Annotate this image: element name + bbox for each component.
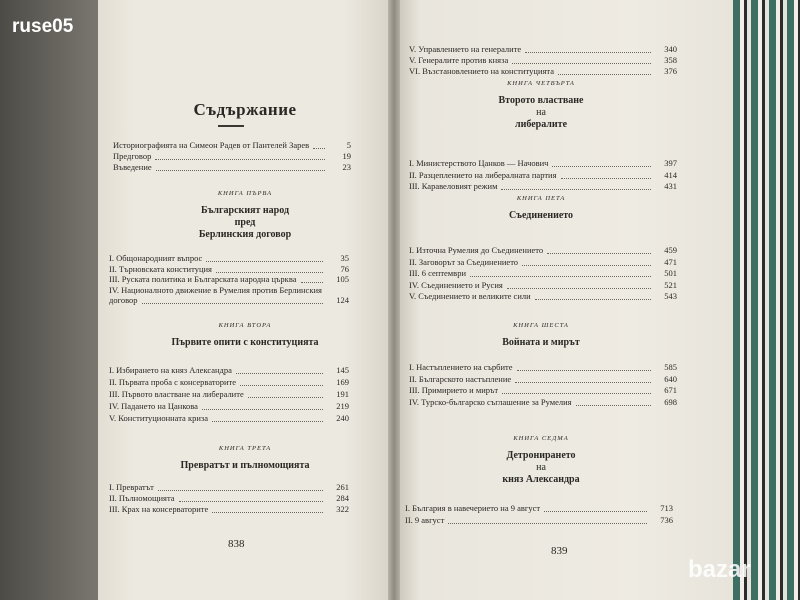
book3-title-line: Превратът и пълномощията [180, 460, 310, 471]
background-left [0, 0, 98, 600]
book1-entry [109, 253, 349, 263]
entry-page-number: 219 [336, 401, 349, 411]
leader-dots [552, 158, 651, 167]
leader-dots [576, 397, 651, 406]
entry-label: V. Съединението и великите сили [409, 291, 531, 301]
book2-title-line: Първите опити с конституцията [171, 337, 319, 348]
leader-dots [236, 365, 323, 374]
entry-page-number: 376 [664, 66, 677, 76]
front-entry [113, 140, 351, 150]
book5-entry [409, 245, 677, 255]
leader-dots [525, 44, 651, 53]
front-entry [113, 151, 351, 161]
book3-entry [109, 493, 349, 503]
leader-dots [158, 482, 323, 491]
leader-dots [240, 377, 323, 386]
page-number-left: 838 [228, 538, 245, 550]
leader-dots [501, 181, 651, 190]
entry-label: II. Търновската конституция [109, 263, 212, 274]
entry-page-number: 105 [336, 274, 349, 284]
book7-title-line: на [536, 462, 546, 473]
entry-label: II. Българското настъпление [409, 373, 512, 384]
entry-label: III. Руската политика и Българската народна църква [109, 274, 297, 284]
entry-page-number: 543 [664, 291, 677, 301]
book1-title-line: Българският народ [200, 205, 290, 216]
entry-page-number: 124 [336, 295, 349, 305]
book5-entry [409, 268, 677, 278]
leader-dots [544, 503, 647, 512]
leader-dots [313, 140, 325, 149]
entry-label: договор [109, 295, 138, 305]
leader-dots [502, 385, 651, 394]
entry-label: Въведение [113, 162, 152, 172]
entry-label: I. Източна Румелия до Съединението [409, 245, 544, 255]
watermark-text: ruse05 [12, 16, 74, 37]
leader-dots [515, 374, 651, 383]
book4-title-line: Второто властване [498, 95, 584, 106]
entry-page-number: 640 [664, 373, 677, 384]
leader-dots [507, 280, 651, 289]
leader-dots [206, 253, 323, 262]
entry-page-number: 322 [336, 504, 349, 514]
book1-title-line: пред [234, 217, 256, 228]
entry-page-number: 713 [660, 503, 673, 513]
book6-entry [409, 374, 677, 384]
entry-label: I. България в навечерието на 9 август [405, 503, 541, 513]
book6-title-line: Войната и мирът [502, 337, 580, 348]
book4-title-line: на [536, 107, 546, 118]
entry-page-number: 76 [340, 263, 349, 274]
entry-page-number: 169 [336, 377, 349, 387]
book2-entry [109, 413, 349, 423]
title-underline [218, 125, 244, 127]
leader-dots [517, 362, 651, 371]
entry-page-number: 671 [664, 385, 677, 395]
entry-page-number: 585 [664, 362, 677, 372]
book7-title-line: княз Александра [502, 474, 580, 485]
book1-entry [109, 295, 349, 305]
entry-page-number: 35 [340, 253, 349, 263]
entry-label: III. 6 септември [409, 268, 466, 278]
entry-page-number: 459 [664, 245, 677, 255]
entry-label: III. Крах на консерваторите [109, 504, 209, 514]
book1-label: КНИГА ПЪРВА [217, 190, 273, 197]
book4-title-line: либералите [514, 119, 568, 130]
entry-label: I. Превратът [109, 482, 154, 492]
leader-dots [248, 389, 323, 398]
book4-entry [409, 181, 677, 191]
book6-label: КНИГА ШЕСТА [513, 322, 569, 329]
leader-dots [470, 268, 651, 277]
entry-label: III. Първото властване на либералите [109, 389, 244, 399]
leader-dots [202, 401, 323, 410]
book4-label: КНИГА ЧЕТВЪРТА [507, 80, 575, 87]
book3-label: КНИГА ТРЕТА [218, 445, 272, 452]
leader-dots [535, 291, 651, 300]
entry-label: I. Избирането на княз Александра [109, 365, 232, 375]
entry-page-number: 145 [336, 365, 349, 375]
entry-page-number: 736 [660, 515, 673, 525]
entry-page-number: 414 [664, 169, 677, 180]
entry-page-number: 340 [664, 44, 677, 54]
entry-label: II. Първата проба с консерваторите [109, 377, 237, 387]
book3-entry [109, 482, 349, 492]
book6-entry [409, 397, 677, 407]
leader-dots [216, 264, 323, 273]
front-entry [113, 162, 351, 172]
book2-entry [109, 389, 349, 399]
entry-page-number: 698 [664, 396, 677, 407]
book2-entry [109, 365, 349, 375]
book1-entry [109, 264, 349, 274]
leader-dots [448, 515, 647, 524]
entry-label: I. Общонародният въпрос [109, 253, 203, 263]
entry-page-number: 358 [664, 55, 677, 65]
entry-page-number: 19 [342, 151, 351, 161]
entry-page-number: 240 [336, 413, 349, 423]
entry-label: II. Пълномощията [109, 493, 175, 503]
watermark-logo: bazar [688, 556, 751, 583]
leader-dots [155, 151, 325, 160]
book5-title-line: Съединението [508, 210, 574, 221]
book7-label: КНИГА СЕДМА [513, 435, 569, 442]
entry-label: Историографията на Симеон Радев от Пантелей Зарев [113, 140, 310, 150]
leader-dots [512, 55, 651, 64]
entry-page-number: 431 [664, 181, 677, 191]
entry-page-number: 521 [664, 279, 677, 290]
leader-dots [561, 170, 651, 179]
leader-dots [179, 493, 323, 502]
entry-label: IV. Националното движение в Румелия против Берлинския [109, 284, 322, 295]
entry-label: IV. Падането на Цанкова [109, 401, 198, 411]
entry-label: I. Настъплението на сърбите [409, 362, 513, 372]
entry-page-number: 261 [336, 482, 349, 492]
book-gutter [388, 0, 400, 600]
entry-label: V. Генералите против княза [409, 55, 509, 65]
top-entry [409, 44, 677, 54]
top-entry [409, 66, 677, 76]
entry-label: V. Конституционната криза [109, 413, 208, 423]
entry-page-number: 471 [664, 256, 677, 267]
leader-dots [142, 295, 323, 304]
book7-title-line: Детронирането [506, 450, 576, 461]
entry-label: III. Каравеловият режим [409, 181, 498, 191]
book4-entry [409, 158, 677, 168]
book7-entry [405, 503, 673, 513]
leader-dots [547, 245, 651, 254]
entry-label: II. 9 август [405, 515, 445, 525]
book1-entry [109, 285, 349, 295]
book5-entry [409, 291, 677, 301]
leader-dots [212, 504, 323, 513]
book7-entry [405, 515, 673, 525]
entry-label: IV. Съединението и Русия [409, 279, 503, 290]
book1-entry [109, 274, 349, 284]
book1-title-line: Берлинския договор [198, 229, 292, 240]
book6-entry [409, 362, 677, 372]
leader-dots [212, 413, 323, 422]
page-number-right: 839 [551, 545, 568, 557]
entry-page-number: 5 [346, 140, 351, 150]
book4-entry [409, 170, 677, 180]
book2-label: КНИГА ВТОРА [218, 322, 272, 329]
entry-label: II. Заговорът за Съединението [409, 256, 519, 267]
entry-label: Предговор [113, 151, 152, 161]
book5-label: КНИГА ПЕТА [516, 195, 566, 202]
entry-label: V. Управлението на генералите [409, 44, 522, 54]
entry-page-number: 501 [664, 268, 677, 278]
book3-entry [109, 504, 349, 514]
entry-page-number: 397 [664, 158, 677, 168]
entry-page-number: 191 [336, 389, 349, 399]
leader-dots [301, 274, 324, 283]
book2-entry [109, 377, 349, 387]
entry-label: IV. Турско-българско съглашение за Румелия [409, 396, 572, 407]
book2-entry [109, 401, 349, 411]
entry-page-number: 23 [342, 162, 351, 172]
entry-label: II. Разцеплението на либералната партия [409, 169, 557, 180]
top-entry [409, 55, 677, 65]
entry-label: VI. Възстановлението на конституцията [409, 66, 554, 76]
book5-entry [409, 257, 677, 267]
entry-page-number: 284 [336, 493, 349, 503]
book5-entry [409, 280, 677, 290]
entry-label: III. Примирието и мирът [409, 385, 499, 395]
entry-label: I. Министерството Цанков — Начович [409, 158, 549, 168]
book6-entry [409, 385, 677, 395]
leader-dots [522, 257, 651, 266]
leader-dots [558, 66, 651, 75]
page-title: Съдържание [193, 100, 297, 119]
leader-dots [156, 162, 325, 171]
cover-edge [733, 0, 800, 600]
